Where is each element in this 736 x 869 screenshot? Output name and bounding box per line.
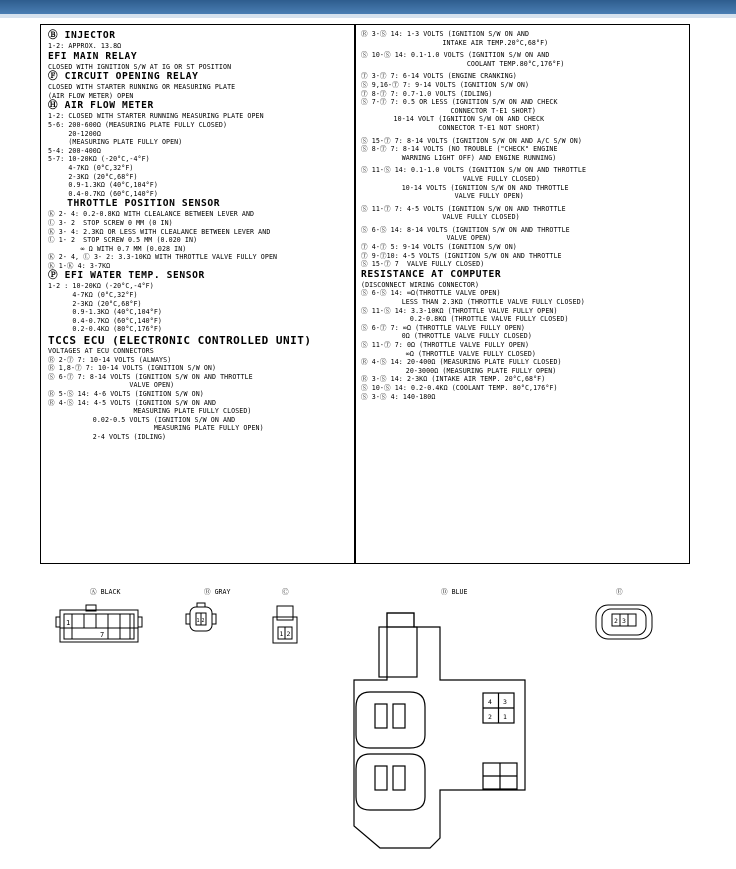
spec-line: Ⓚ 2- 4: 0.2-0.8KΩ WITH CLEALANCE BETWEEN LEVER AND bbox=[48, 210, 255, 219]
connector-b-label: Ⓑ GRAY bbox=[204, 588, 231, 596]
connector-d-pin3: 3 bbox=[503, 698, 507, 706]
spec-line: (MEASURING PLATE FULLY OPEN) bbox=[48, 138, 183, 147]
connector-c-pin1: 1 bbox=[279, 630, 284, 638]
spec-line: 2-3KΩ (20°C,68°F) bbox=[48, 172, 138, 181]
spec-line: Ⓢ 15-Ⓣ 7: 8-14 VOLTS (IGNITION S/W ON AND A/C S/W ON) bbox=[361, 136, 582, 145]
connector-a-pin7: 7 bbox=[100, 631, 105, 639]
spec-line: Ⓢ 10-Ⓢ 14: 0.2-0.4KΩ (COOLANT TEMP. 80°C,176°F) bbox=[361, 383, 558, 392]
spec-line: Ⓢ 7-Ⓣ 7: 0.5 OR LESS (IGNITION S/W ON AND CHECK bbox=[361, 98, 558, 107]
spec-line: 20-3000Ω (MEASURING PLATE FULLY OPEN) bbox=[361, 366, 557, 375]
spec-line: Ⓡ 3-Ⓢ 14: 1-3 VOLTS (IGNITION S/W ON AND bbox=[361, 30, 530, 38]
section-heading: Ⓟ EFI WATER TEMP. SENSOR bbox=[48, 270, 205, 282]
spec-line: Ⓡ 1,8-Ⓣ 7: 10-14 VOLTS (IGNITION S/W ON) bbox=[48, 364, 217, 373]
spec-line: Ⓢ 6-Ⓣ 7: ∞Ω (THROTTLE VALVE FULLY OPEN) bbox=[361, 323, 525, 332]
spec-line: 10-14 VOLTS (IGNITION S/W ON AND THROTTLE bbox=[361, 183, 569, 192]
spec-line: ∞ Ω WITH 0.7 MM (0.028 IN) bbox=[48, 244, 187, 253]
connector-d-pin4: 4 bbox=[488, 698, 492, 706]
spec-line: Ⓚ 2- 4, Ⓛ 3- 2: 3.3-10KΩ WITH THROTTLE VALVE FULLY OPEN bbox=[48, 253, 278, 262]
spec-line: WARNING LIGHT OFF) AND ENGINE RUNNING) bbox=[361, 153, 557, 162]
section-heading: EFI MAIN RELAY bbox=[48, 50, 138, 62]
connector-a-pin1: 1 bbox=[66, 619, 71, 627]
spec-line: CLOSED WITH IGNITION S/W AT IG OR ST POSITION bbox=[48, 62, 232, 71]
spec-line: Ⓢ 11-Ⓢ 14: 3.3-10KΩ (THROTTLE VALVE FULLY OPEN) bbox=[361, 306, 558, 315]
section-heading: THROTTLE POSITION SENSOR bbox=[48, 198, 221, 210]
spec-line: Ⓢ 8-Ⓣ 7: 8-14 VOLTS (NO TROUBLE ("CHECK" ENGINE bbox=[361, 145, 558, 154]
section-heading: TCCS ECU (ELECTRONIC CONTROLLED UNIT) bbox=[48, 334, 312, 348]
spec-line: Ⓢ 6-Ⓢ 14: ∞Ω(THROTTLE VALVE OPEN) bbox=[361, 289, 501, 298]
connector-b-pin1: 1 bbox=[196, 618, 200, 624]
spec-line: Ⓡ 2-Ⓣ 7: 10-14 VOLTS (ALWAYS) bbox=[48, 355, 172, 364]
spec-line: VOLTAGES AT ECU CONNECTORS bbox=[48, 347, 154, 356]
spec-line: 0.9-1.3KΩ (40°C,104°F) bbox=[48, 181, 158, 190]
spec-line: 1-2: CLOSED WITH STARTER RUNNING MEASURING PLATE OPEN bbox=[48, 112, 264, 121]
spec-line: Ⓢ 10-Ⓢ 14: 0.1-1.0 VOLTS (IGNITION S/W ON AND bbox=[361, 51, 550, 60]
spec-line: 4-7KΩ (0°C,32°F) bbox=[48, 163, 134, 172]
section-heading: Ⓕ CIRCUIT OPENING RELAY bbox=[48, 71, 199, 83]
spec-line: Ⓢ 3-Ⓢ 4: 140-180Ω bbox=[361, 392, 436, 401]
connector-e-pin2: 2 bbox=[614, 617, 618, 625]
section-heading: Ⓑ INJECTOR bbox=[48, 30, 116, 41]
connector-c-diagram bbox=[273, 606, 297, 643]
connector-a-label: Ⓐ BLACK bbox=[90, 588, 121, 596]
connector-c-pin2: 2 bbox=[286, 630, 291, 638]
spec-line: Ⓡ 4-Ⓢ 14: 4-5 VOLTS (IGNITION S/W ON AND bbox=[48, 398, 217, 407]
spec-line: 5-4: 200-400Ω bbox=[48, 146, 101, 155]
spec-line: Ⓢ 11-Ⓣ 7: 0Ω (THROTTLE VALVE FULLY OPEN) bbox=[361, 341, 530, 349]
spec-line: VALVE OPEN) bbox=[48, 381, 175, 390]
spec-line: 20-1200Ω bbox=[48, 129, 101, 138]
spec-line: 0.4-0.7KΩ (60°C,140°F) bbox=[48, 189, 158, 198]
connector-d-diagram bbox=[354, 613, 525, 848]
spec-line: 0.2-0.4KΩ (80°C,176°F) bbox=[48, 325, 162, 334]
connector-c-label: Ⓒ bbox=[282, 588, 289, 596]
spec-line: MEASURING PLATE FULLY CLOSED) bbox=[48, 407, 252, 416]
spec-line: 10-14 VOLT (IGNITION S/W ON AND CHECK bbox=[361, 115, 545, 124]
section-heading: Ⓗ AIR FLOW METER bbox=[48, 100, 154, 112]
connector-d-label: Ⓓ BLUE bbox=[441, 588, 468, 596]
spec-line: INTAKE AIR TEMP.20°C,68°F) bbox=[361, 38, 549, 47]
spec-line: MEASURING PLATE FULLY OPEN) bbox=[48, 424, 264, 433]
connector-b-diagram bbox=[186, 603, 216, 631]
spec-line: 0.2-0.8KΩ (THROTTLE VALVE FULLY CLOSED) bbox=[361, 315, 569, 324]
spec-line: 0.4-0.7KΩ (60°C,140°F) bbox=[48, 316, 162, 325]
spec-line: VALVE FULLY OPEN) bbox=[361, 192, 524, 201]
connector-d-pin1: 1 bbox=[503, 713, 507, 721]
spec-line: Ⓚ 1-Ⓚ 4: 3-7KΩ bbox=[48, 261, 111, 270]
spec-line: Ⓣ 8-Ⓣ 7: 0.7-1.0 VOLTS (IDLING) bbox=[361, 89, 493, 98]
spec-line: LESS THAN 2.3KΩ (THROTTLE VALVE FULLY CLOSED) bbox=[361, 298, 585, 307]
spec-line: Ⓡ 4-Ⓢ 14: 20-400Ω (MEASURING PLATE FULLY CLOSED) bbox=[361, 358, 562, 367]
connector-e-label: Ⓔ bbox=[616, 588, 623, 596]
spec-line: 4-7KΩ (0°C,32°F) bbox=[48, 291, 138, 300]
spec-line: Ⓣ 3-Ⓣ 7: 6-14 VOLTS (ENGINE CRANKING) bbox=[361, 72, 517, 81]
spec-line: CLOSED WITH STARTER RUNNING OR MEASURING PLATE bbox=[48, 83, 236, 92]
spec-line: Ⓢ 6-Ⓣ 7: 8-14 VOLTS (IGNITION S/W ON AND THROTTLE bbox=[48, 372, 253, 381]
spec-line: Ⓢ 11-Ⓣ 7: 4-5 VOLTS (IGNITION S/W ON AND THROTTLE bbox=[361, 204, 566, 213]
spec-line: Ⓛ 3- 2 STOP SCREW 0 MM (0 IN) bbox=[48, 218, 173, 227]
spec-line: Ⓢ 9,16-Ⓣ 7: 9-14 VOLTS (IGNITION S/W ON) bbox=[361, 80, 530, 89]
spec-line: Ⓢ 11-Ⓢ 14: 0.1-1.0 VOLTS (IGNITION S/W ON AND THROTTLE bbox=[361, 166, 587, 175]
spec-line: 5-6: 200-600Ω (MEASURING PLATE FULLY CLOSED) bbox=[48, 120, 228, 129]
spec-line: COOLANT TEMP.80°C,176°F) bbox=[361, 59, 565, 68]
spec-line: Ⓡ 5-Ⓢ 14: 4-6 VOLTS (IGNITION S/W ON) bbox=[48, 390, 204, 398]
spec-line: 0Ω (THROTTLE VALVE FULLY CLOSED) bbox=[361, 332, 532, 341]
spec-line: 2-3KΩ (20°C,68°F) bbox=[48, 299, 142, 308]
section-heading: RESISTANCE AT COMPUTER bbox=[361, 268, 502, 280]
spec-line: Ⓡ 3-Ⓢ 14: 2-3KΩ (INTAKE AIR TEMP. 20°C,68°F) bbox=[361, 375, 546, 384]
connector-e-pin3: 3 bbox=[622, 617, 626, 625]
spec-line: VALVE FULLY CLOSED) bbox=[361, 174, 541, 183]
spec-line: 0.9-1.3KΩ (40°C,104°F) bbox=[48, 308, 162, 317]
spec-line: 2-4 VOLTS (IDLING) bbox=[48, 432, 167, 441]
spec-line: 1-2 : 10-20KΩ (-20°C,-4°F) bbox=[48, 282, 154, 291]
spec-line: (DISCONNECT WIRING CONNECTOR) bbox=[361, 280, 480, 289]
spec-line: Ⓢ 15-Ⓣ 7 VALVE FULLY CLOSED) bbox=[361, 260, 485, 269]
connector-d-pin2: 2 bbox=[488, 713, 492, 721]
spec-line: 1-2: APPROX. 13.8Ω bbox=[48, 42, 122, 50]
spec-line: Ⓛ 1- 2 STOP SCREW 0.5 MM (0.020 IN) bbox=[48, 236, 198, 245]
connector-b-pin2: 2 bbox=[201, 618, 205, 624]
spec-line: VALVE OPEN) bbox=[361, 234, 492, 243]
spec-line: 5-7: 10-20KΩ (-20°C,-4°F) bbox=[48, 155, 150, 164]
spec-line: Ⓣ 4-Ⓣ 5: 9-14 VOLTS (IGNITION S/W ON) bbox=[361, 243, 517, 252]
spec-line: Ⓚ 3- 4: 2.3KΩ OR LESS WITH CLEALANCE BETWEEN LEVER AND bbox=[48, 227, 271, 236]
spec-line: CONNECTOR T-E1 NOT SHORT) bbox=[361, 123, 541, 132]
spec-line: ∞Ω (THROTTLE VALVE FULLY CLOSED) bbox=[361, 349, 536, 358]
spec-line: VALVE FULLY CLOSED) bbox=[361, 213, 520, 222]
spec-line: Ⓣ 9-Ⓣ10: 4-5 VOLTS (IGNITION S/W ON AND THROTTLE bbox=[361, 251, 562, 260]
spec-line: Ⓢ 6-Ⓢ 14: 8-14 VOLTS (IGNITION S/W ON AND THROTTLE bbox=[361, 225, 570, 234]
spec-line: CONNECTOR T-E1 SHORT) bbox=[361, 106, 536, 115]
spec-line: (AIR FLOW METER) OPEN bbox=[48, 91, 134, 100]
spec-line: 0.02-0.5 VOLTS (IGNITION S/W ON AND bbox=[48, 415, 236, 424]
